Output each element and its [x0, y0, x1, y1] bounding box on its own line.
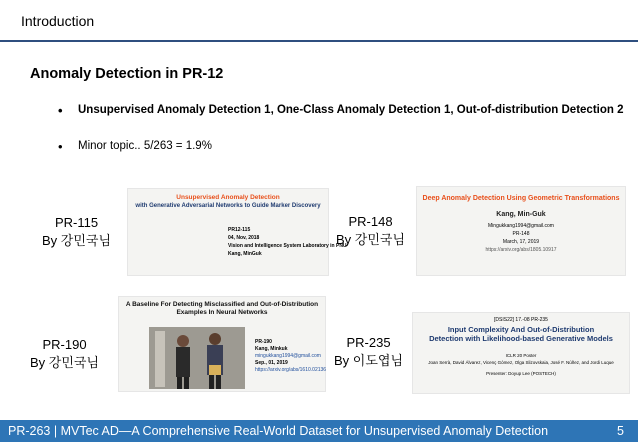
slide-line: ICLR 20 Poster — [505, 353, 537, 358]
pr-235-slide-thumbnail — [412, 312, 630, 394]
photo-people-image — [149, 327, 245, 389]
slide-line: mingukkang1994@gmail.com — [255, 353, 321, 359]
pr-id: PR-190 — [42, 337, 87, 352]
pr-148-slide-thumbnail — [416, 186, 626, 276]
pr-presenter: By 강민국님 — [30, 355, 100, 370]
pr-id: PR-148 — [348, 214, 393, 229]
pr-235-label — [334, 334, 403, 370]
pr-190-slide-thumbnail — [118, 296, 326, 392]
slide-line: PR-148 — [512, 231, 530, 237]
slide-line: Kang, MinGuk — [228, 251, 262, 257]
slide-line: Vision and Intelligence System Laboratory in PNU — [228, 243, 347, 249]
slide-footer — [0, 420, 638, 442]
slide-line: https://arxiv.org/abs/1610.02136 — [255, 367, 327, 373]
slide-line: Mingukkang1994@gmail.com — [488, 223, 554, 229]
header-title: Introduction — [21, 13, 95, 29]
slide-line: 04, Nov, 2018 — [228, 235, 260, 241]
slide-line: March, 17, 2019 — [502, 239, 540, 245]
slide-title: A Baseline For Detecting Misclassified and Out-of-Distribution — [125, 301, 319, 308]
slide-line: Joan Serrà, David Álvarez, Vicenç Gómez, Olga Slizovskaia, José F. Núñez, and Jordi Luque — [428, 360, 614, 365]
footer-title: PR-263 | MVTec AD—A Comprehensive Real-World Dataset for Unsupervised Anomaly Detection — [8, 424, 549, 438]
slide-line: PR-190 — [255, 339, 272, 345]
slide-title: Input Complexity And Out-of-Distribution — [447, 325, 595, 334]
slide-subtitle: with Generative Adversarial Networks to Guide Marker Discovery — [135, 203, 321, 209]
pr-presenter: By 강민국님 — [336, 232, 406, 247]
bullet-list — [58, 104, 623, 176]
section-title: Anomaly Detection in PR-12 — [30, 66, 224, 82]
slide-line: [DSIS22] 17.-08 PR-235 — [494, 317, 548, 323]
slide-title: Unsupervised Anomaly Detection — [176, 194, 280, 201]
pr-presenter: By 강민국님 — [42, 233, 112, 248]
pr-115-label — [42, 214, 111, 250]
bullet-item-topics: • Unsupervised Anomaly Detection 1, One-Class Anomaly Detection 1, Out-of-distribution Detection 2 — [58, 104, 623, 116]
slide-line: Presenter: Doyup Lee (POSTECH) — [486, 371, 556, 376]
slide-title: Deep Anomaly Detection Using Geometric Transformations — [422, 195, 620, 202]
pr-148-label — [336, 213, 405, 249]
slide-header — [0, 0, 638, 42]
slide-line: PR12-115 — [228, 227, 251, 233]
slide-line: https://arxiv.org/abs/1805.10917 — [485, 247, 557, 253]
pr-115-slide-thumbnail — [127, 188, 347, 276]
slide-subtitle: Examples In Neural Networks — [176, 309, 268, 316]
slide-subtitle: Detection with Likelihood-based Generative Models — [429, 334, 613, 343]
pr-id: PR-115 — [54, 215, 99, 230]
slide-author: Kang, Min-Guk — [496, 211, 546, 218]
pr-190-label — [30, 336, 99, 372]
pr-id: PR-235 — [346, 335, 391, 350]
slide-line: Kang, Minkuk — [255, 346, 288, 352]
bullet-item-minor-topic: • Minor topic.. 5/263 = 1.9% — [58, 140, 623, 152]
pr-presenter: By 이도엽님 — [334, 353, 404, 368]
page-number: 5 — [617, 424, 624, 438]
header-divider — [0, 40, 638, 42]
slide-line: Sep., 01, 2019 — [255, 360, 288, 366]
